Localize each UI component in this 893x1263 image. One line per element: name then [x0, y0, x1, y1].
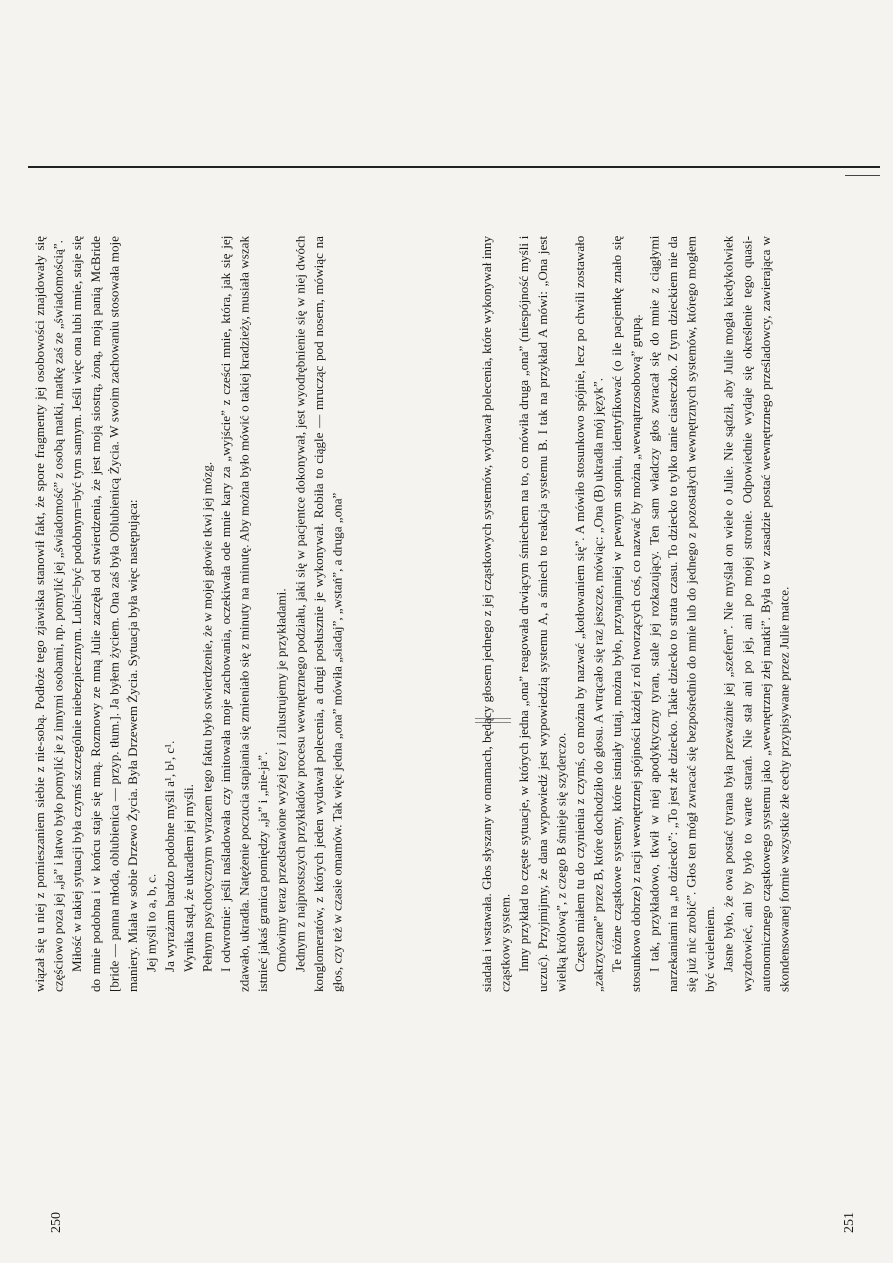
- paragraph: Jej myśli to a, b, c.: [143, 874, 159, 973]
- page-top-rule-end: [845, 175, 880, 176]
- paragraph: Te różne cząstkowe systemy, które istniały tutaj, można było, przynajmniej w pewnym stopniu, identyfikować (o ile pacjentkę znało się stosunkowo dobrze) z racji wewnętrznej spójności każdej z ról tworzących coś, co nazwać by można „wewnątrzosobową” grupą.: [609, 236, 643, 992]
- paragraph: wiązał się u niej z pomieszaniem siebie z nie-sobą. Podłoże tego zjawiska stanowił fakt, że spore fragmenty jej osobowości znajdowały się częściowo poza jej „ja” i łatwo było pomylić je z innymi osobami, np. pomylić jej „świadomość” z osobą matki, matkę zaś ze „świadomością”.: [32, 236, 66, 992]
- paragraph: Jednym z najprostszych przykładów procesu wewnętrznego podziału, jaki się w pacjentce dokonywał, jest wyodrębnienie się w niej dwóch konglomeratów, z których jeden wydawał polecenia, a drugi posłusznie je wykonywał. Robiła to ciągle — mrucząc pod nosem, mówiąc na głos, czy też w czasie omamów. Tak więc jedna „ona” mówiła „siadaj”, „wstań”, a druga „ona”: [292, 236, 345, 992]
- page-number-left: 250: [49, 1212, 64, 1234]
- paragraph: Wynika stąd, że ukradłem jej myśli.: [180, 784, 196, 973]
- paragraph: Jasne było, że owa postać tyrana była przeważnie jej „szefem”. Nie myślał on wiele o Julie. Nie sądził, aby Julie mogła kiedykolwiek wyzdrowieć, ani by było to warte starań. Nie stał ani po jej, ani po mojej stronie. Odpowiednie wydaje się określenie tego quasi-autonomicznego cząstkowego systemu jako „wewnętrznej złej matki”. Była to w zasadzie postać wewnętrznego prześladowcy, zawierająca w skondensowanej formie wszystkie złe cechy przypisywane przez Julie matce.: [720, 236, 792, 992]
- paragraph: Pełnym psychotycznym wyrazem tego faktu było stwierdzenie, że w mojej głowie tkwi jej mózg.: [199, 462, 215, 973]
- paragraph: Ja wyrażam bardzo podobne myśli a¹, b¹, c¹.: [162, 740, 178, 973]
- paragraph: Miłość w takiej sytuacji była czymś szczególnie niebezpiecznym. Lubić=być podobnym=być tym samym. Jeśli więc ona lubi mnie, staje się do mnie podobna i w końcu staje się mną. Rozmowy ze mną Julie zaczęła od stwierdzenia, że jest moją siostrą, żoną, moją panią McBride [bride — panna młoda, oblubienica — przyp. tłum.]. Ja byłem życiem. Ona zaś była Oblubienicą Życia. W swoim zachowaniu stosowała moje maniery. Miała w sobie Drzewo Życia. Była Drzewem Życia. Sytuacja była więc następująca:: [69, 236, 140, 992]
- left-page-text: [31, 236, 472, 992]
- paragraph: I odwrotnie: jeśli naśladowała czy imitowała moje zachowania, oczekiwała ode mnie kary za „wyjście” z cześci mnie, która, jak się jej zdawało, ukradła. Natężenie poczucia stapiania się zmieniało się z minuty na minutę. Aby można było mówić o takiej kradzieży, musiała wszak istnieć jakaś granica pomiędzy „ja” i „nie-ja”.: [217, 236, 271, 992]
- paragraph: Inny przykład to częste sytuacje, w których jedna „ona” reagowała drwiącym śmiechem na to, co mówiła druga „ona” (niespójność myśli i uczuć). Przyjmijmy, że dana wypowiedź jest wypowiedzią systemu A, a śmiech to reakcja systemu B. I tak na przykład A mówi: „Ona jest wielką królową”, z czego B śmieje się szyderczo.: [516, 236, 569, 992]
- paragraph: Często miałem tu do czynienia z czymś, co można by nazwać „kotłowaniem się”. A mówiło stosunkowo spójnie, lecz po chwili zostawało „zakrzyczane” przez B, które dochodziło do głosu. A wtrącało się raz jeszcze, mówiąc: „Ona (B) ukradła mój język”.: [571, 236, 606, 992]
- page-top-rule: [28, 166, 880, 168]
- paragraph: siadała i wstawała. Głos słyszany w omamach, będący głosem jednego z jej cząstkowych systemów, wydawał polecenia, które wykonywał inny cząstkowy system.: [479, 236, 513, 992]
- paragraph: Omówimy teraz przedstawione wyżej tezy i zilustrujemy je przykładami.: [273, 588, 289, 973]
- page-number-right: 251: [842, 1212, 857, 1234]
- paragraph: I tak, przykładowo, tkwił w niej apodyktyczny tyran, stale jej rozkazujący. Ten sam władczy głos zwracał się do mnie z ciągłymi narzekaniami na „to dziecko”: „To jest złe dziecko. Takie dziecko to strata czasu. To dziecko to tylko tanie ciasteczko. Z tym dzieckiem nie da się już nic zrobić”. Głos ten mógł zwracać się bezpośrednio do mnie lub do jednego z pozostałych wewnętrznych systemów, którego mogłem być wcieleniem.: [646, 236, 718, 992]
- right-page-text: [478, 236, 845, 992]
